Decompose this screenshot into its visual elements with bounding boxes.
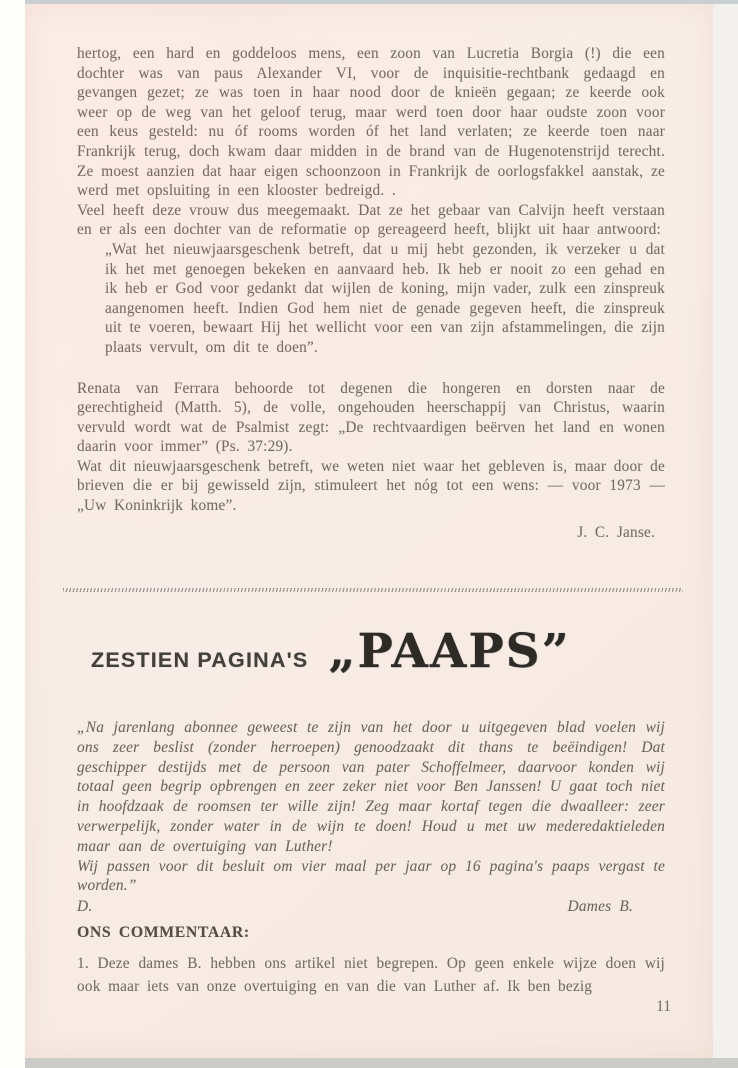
letter-senders	[77, 897, 665, 917]
article-headline	[91, 624, 661, 679]
letter-paragraph-1: „Na jarenlang abonnee geweest te zijn van het door u uitgegeven blad voelen wij ons zeer beslist (zonder herroepen) genoodzaakt dit thans te beëindigen! Dat geschipper destijds met de persoon van pater Schoffelmeer, daarvoor konden wij totaal geen begrip opbrengen en zeer zeker niet voor Ben Janssen! U gaat toch niet in hoofdzaak de roomsen ter wille zijn! Zeg maar kortaf tegen die dwaalleer: zeer verwerpelijk, zonder water in de wijn te doen! Houd u met uw mederedaktieleden maar aan de overtuiging van Luther!	[77, 719, 665, 855]
scan-edge-right	[713, 4, 738, 1058]
reader-letter	[77, 718, 665, 917]
block-quote: „Wat het nieuwjaarsgeschenk betreft, dat u mij hebt gezonden, ik verzeker u dat ik het met genoegen bekeken en aanvaard heb. Ik heb er nooit zo een gehad en ik heb er God voor gedankt dat wijlen de koning, mijn vader, zulk een zinspreuk aangenomen heeft. Indien God hem niet de genade gegeven heeft, die zinspreuk uit te voeren, bewaart Hij het wellicht voor een van zijn afstammelingen, die zijn plaats vervult, om dit te doen”.	[105, 240, 665, 356]
article-body-column	[77, 44, 665, 542]
sender-name: Dames B.	[567, 898, 633, 916]
sender-initial: D.	[77, 898, 93, 916]
body-paragraph-2: Veel heeft deze vrouw dus meegemaakt. Dat ze het gebaar van Calvijn heeft verstaan en er als een dochter van de reformatie op gereageerd heeft, blijkt uit haar antwoord:	[77, 201, 665, 239]
magazine-page	[25, 4, 713, 1058]
wavy-divider	[63, 588, 683, 592]
headline-kicker: ZESTIEN PAGINA'S	[91, 648, 309, 672]
body-paragraph-1: hertog, een hard en goddeloos mens, een zoon van Lucretia Borgia (!) die een dochter was van paus Alexander VI, voor de inquisitie-rechtbank gedaagd en gevangen gezet; ze was toen in haar nood door de knieën gegaan; ze keerde ook weer op de weg van het geloof terug, maar werd toen door haar oudste zoon voor een keus gesteld: nu óf rooms worden óf het land verlaten; ze keerde toen naar Frankrijk terug, doch kwam daar midden in de brand van de Hugenotenstrijd terecht. Ze moest aanzien dat haar eigen schoonzoon in Frankrijk de oorlogsfakkel aanstak, ze werd met opsluiting in een klooster bedreigd. .	[77, 45, 665, 200]
page-number: 11	[656, 998, 671, 1015]
body-paragraph-4: Wat dit nieuwjaarsgeschenk betreft, we weten niet waar het gebleven is, maar door de brieven die er bij gewisseld zijn, stimuleert het nóg tot een wens: — voor 1973 — „Uw Koninkrijk kome”.	[77, 457, 665, 515]
letter-paragraph-2: Wij passen voor dit besluit om vier maal per jaar op 16 pagina's paaps vergast te worden.”	[77, 857, 665, 895]
headline-title: „PAAPS”	[328, 624, 571, 679]
commentary-heading: ONS COMMENTAAR:	[77, 924, 250, 941]
scan-edge-bottom	[25, 1058, 738, 1068]
body-paragraph-3: Renata van Ferrara behoorde tot degenen die hongeren en dorsten naar de gerechtigheid (Matth. 5), de volle, ongehouden heerschappij van Christus, waarin vervuld wordt wat de Psalmist zegt: „De rechtvaardigen beërven het land en wonen daarin voor immer” (Ps. 37:29).	[77, 379, 665, 456]
commentary-paragraph: 1. Deze dames B. hebben ons artikel niet begrepen. Op geen enkele wijze doen wij ook maar iets van onze overtuiging en van die van Luther af. Ik ben bezig	[77, 955, 665, 995]
author-signature: J. C. Janse.	[577, 523, 655, 541]
scan-edge-left	[0, 0, 25, 1068]
